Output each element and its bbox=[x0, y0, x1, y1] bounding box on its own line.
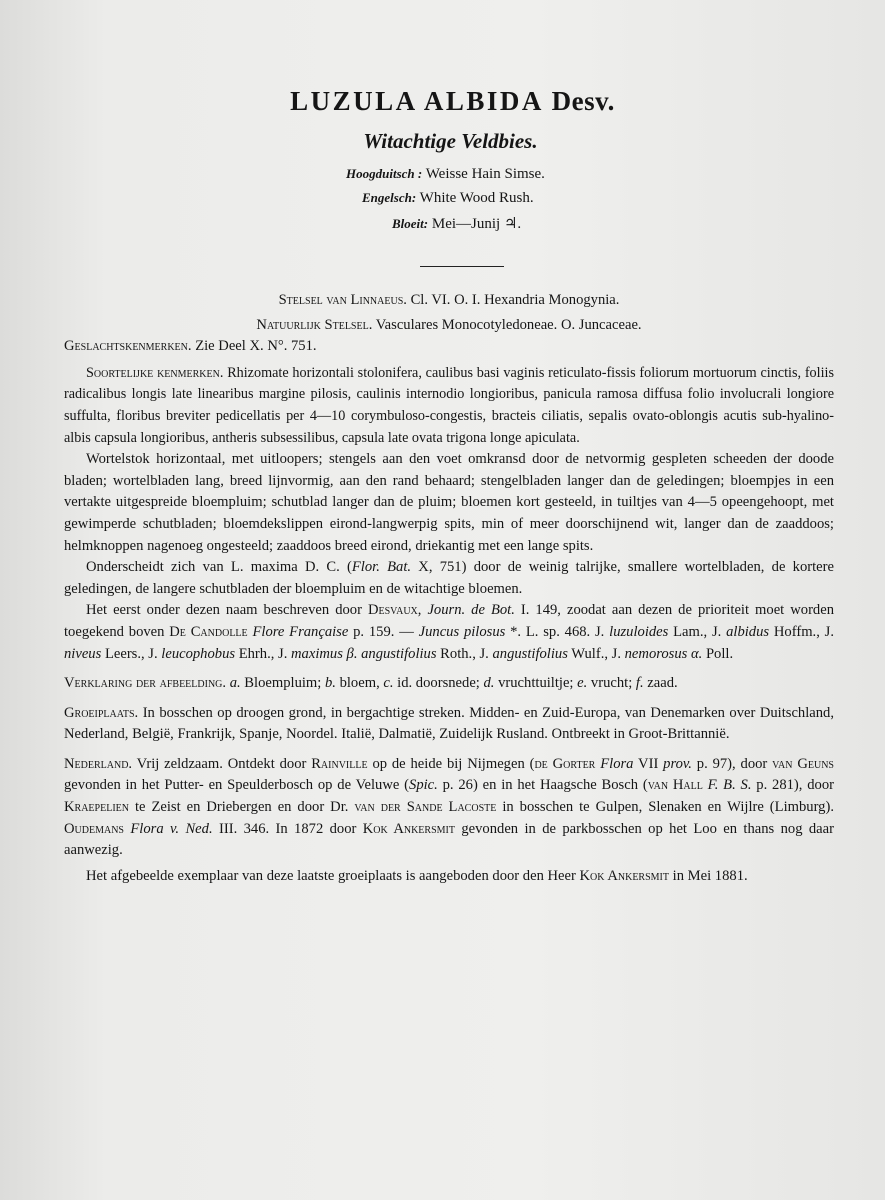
english-name: White Wood Rush. bbox=[419, 190, 534, 206]
netherlands-distribution: Nederland. Vrij zeldzaam. Ontdekt door Rainville op de heide bij Nijmegen (de Gorter Flora VII prov. p. 97), door van Geuns gevonden in het Putter- en Speulderbosch op de Veluwe (Spic. p. 26) en in het Haagsche Bosch (van Hall F. B. S. p. 281), door Kraepelien te Zeist en Driebergen en door Dr. van der Sande Lacoste in bosschen te Gulpen, Slenaken en Wijlre (Limburg). Oudemans Flora v. Ned. III. 346. In 1872 door Kok Ankersmit gevonden in de parkbosschen op het Loo en thans nog daar aanwezig. bbox=[64, 755, 834, 859]
description-body bbox=[64, 290, 834, 887]
english-label: Engelsch: bbox=[362, 190, 417, 205]
genus-characters: Geslachtskenmerken. Zie Deel X. N°. 751. bbox=[64, 338, 317, 355]
linnaeus-system: Stelsel van Linnaeus. Cl. VI. O. I. Hexandria Monogynia. bbox=[278, 292, 620, 308]
species-characters: Soortelijke kenmerken. Rhizomate horizontali stolonifera, caulibus basi vaginis reticulato-fissis foliorum mortuorum cinctis, foliis radicalibus longis late linearibus margine pilosis, caulinis internodio longioribus, panicula ramosa diffusa folio involucrali longiore suffulta, floribus breviter pedicellatis per 4—10 corymbuloso-congestis, bracteis ciliatis, sepalis ovato-oblongis acutis sub-hyalino-albis capsula longioribus, antheris subsessilibus, capsula late ovata trigona longe apiculata. bbox=[64, 364, 834, 446]
bloom-period: Mei—Junij ♃. bbox=[431, 216, 522, 232]
natural-system: Natuurlijk Stelsel. Vasculares Monocotyledoneae. O. Juncaceae. bbox=[256, 316, 642, 333]
english-name-line bbox=[362, 190, 534, 207]
species-name: LUZULA ALBIDA bbox=[290, 86, 543, 116]
german-name-line bbox=[346, 166, 545, 183]
habitat: Groeiplaats. In bosschen op droogen grond, in bergachtige streken. Midden- en Zuid-Europa, van Denemarken over Duitschland, Nederland, België, Frankrijk, Spanje, Noordel. Italië, Dalmatië, Zuidelijk Rusland. Ontbreekt in Groot-Brittannië. bbox=[64, 704, 835, 743]
german-name: Weisse Hain Simse. bbox=[425, 166, 545, 182]
synonymy: Het eerst onder dezen naam beschreven door Desvaux, Journ. de Bot. I. 149, zoodat aan dezen de prioriteit moet worden toegekend boven De Candolle Flore Française p. 159. — Juncus pilosus *. L. sp. 468. J. luzuloides Lam., J. albidus Hoffm., J. niveus Leers., J. leucophobus Ehrh., J. maximus β. angustifolius Roth., J. angustifolius Wulf., J. nemorosus α. Poll. bbox=[64, 602, 835, 662]
german-label: Hoogduitsch : bbox=[346, 166, 423, 181]
figure-explanation: Verklaring der afbeelding. a. Bloempluim; b. bloem, c. id. doorsnede; d. vruchttuiltje; e. vrucht; f. zaad. bbox=[64, 675, 678, 692]
bloom-label: Bloeit: bbox=[392, 216, 429, 231]
species-author: Desv. bbox=[551, 86, 615, 116]
specimen-note: Het afgebeelde exemplaar van deze laatste groeiplaats is aangeboden door den Heer Kok Ankersmit in Mei 1881. bbox=[86, 867, 748, 884]
bloom-line bbox=[392, 214, 521, 233]
page-title bbox=[10, 86, 885, 117]
distinguishing-notes: Onderscheidt zich van L. maxima D. C. (Flor. Bat. X, 751) door de weinig talrijke, smallere wortelbladen, de kortere geledingen, de langere schutbladen der bloempluim en de witachtige bloemen. bbox=[64, 559, 834, 597]
dutch-description: Wortelstok horizontaal, met uitloopers; stengels aan den voet omkransd door de netvormig gespleten scheeden der doode bladen; wortelbladen lang, breed lijnvormig, aan den rand behaard; stengelbladen langer dan de geledingen; bloempjes in een vertakte uitgespreide bloempluim; schutblad langer dan de pluim; bloemen kort gesteeld, in tuiltjes van 4—5 opeengehoopt, met gewimperde schutbladen; bloemdekslippen eirond-langwerpig spits, min of meer doorschijnend wit, langer dan de zaaddoos; helmknoppen nagenoeg ongesteeld; zaaddoos breed eirond, driekantig met een lange spits. bbox=[64, 451, 834, 554]
page-subtitle: Witachtige Veldbies. bbox=[363, 129, 538, 153]
divider bbox=[420, 266, 504, 267]
